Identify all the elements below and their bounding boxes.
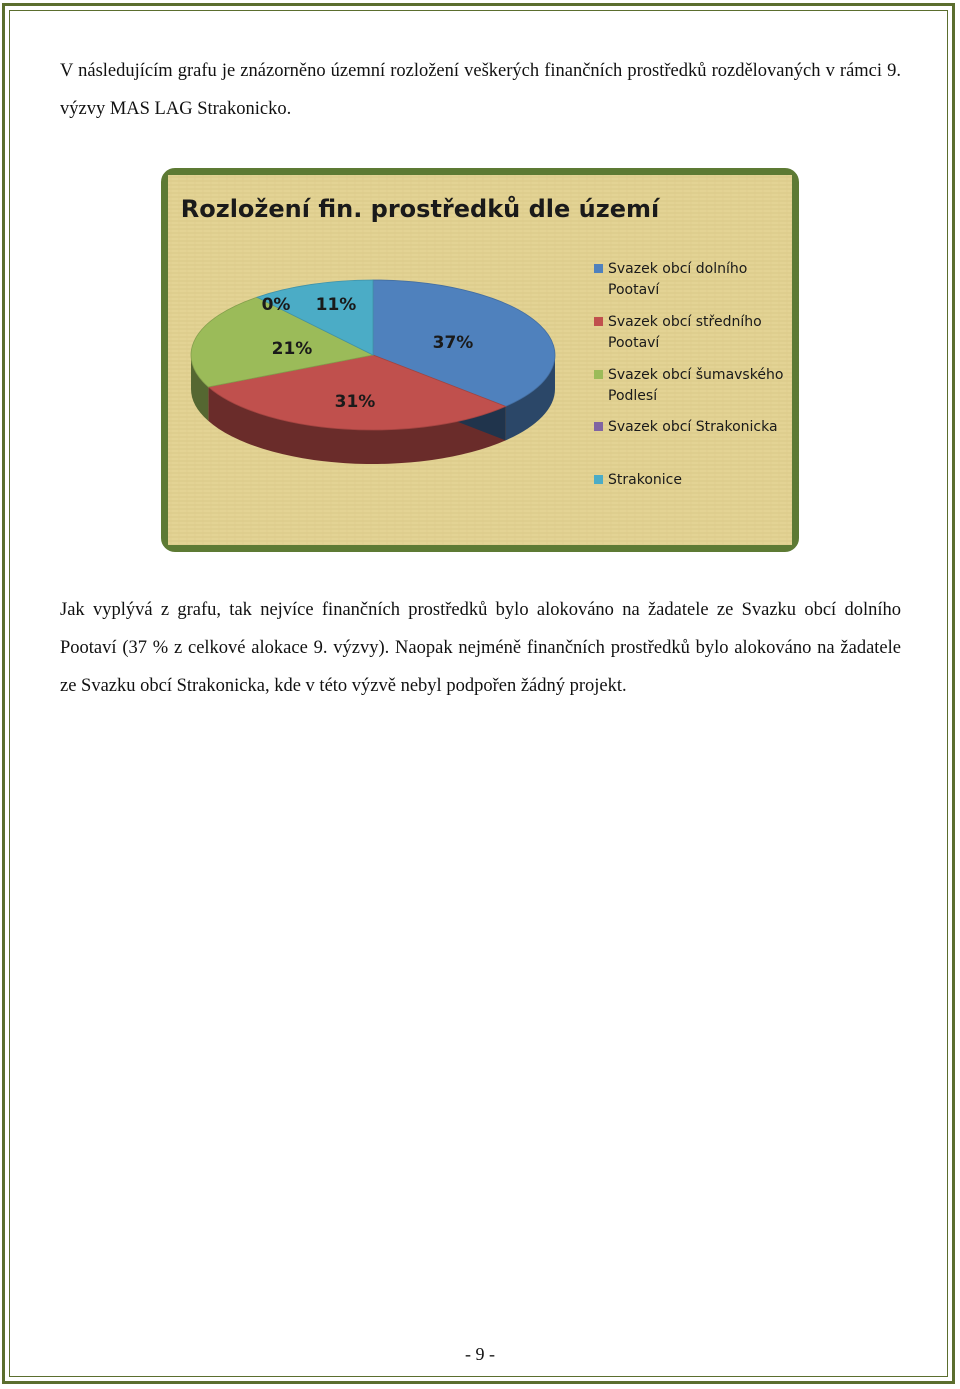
page-number: - 9 - bbox=[465, 1344, 495, 1364]
legend-swatch bbox=[594, 370, 603, 379]
data-label: 21% bbox=[271, 339, 313, 359]
legend-entry: Svazek obcí Strakonicka bbox=[608, 419, 778, 435]
data-label: 31% bbox=[334, 392, 376, 412]
legend-swatch bbox=[594, 317, 603, 326]
pie-chart-canvas bbox=[168, 175, 792, 545]
legend-swatch bbox=[594, 264, 603, 273]
pie-chart bbox=[161, 168, 799, 552]
legend-swatch bbox=[594, 475, 603, 484]
data-label: 0% bbox=[261, 295, 291, 315]
legend-entry: Svazek obcí dolního Pootaví bbox=[608, 261, 748, 298]
legend-entry: Svazek obcí šumavského Podlesí bbox=[608, 367, 784, 404]
legend-swatch bbox=[594, 422, 603, 431]
conclusion-paragraph: Jak vyplývá z grafu, tak nejvíce finančních prostředků bylo alokováno na žadatele ze Svazku obcí dolního Pootaví (37 % z celkové alokace 9. výzvy). Naopak nejméně finančních prostředků bylo alokováno na žadatele ze Svazku obcí Strakonicka, kde v této výzvě nebyl podpořen žádný projekt. bbox=[60, 600, 901, 696]
data-label: 11% bbox=[315, 295, 357, 315]
intro-paragraph: V následujícím grafu je znázorněno územní rozložení veškerých finančních prostředků rozdělovaných v rámci 9. výzvy MAS LAG Strakonicko. bbox=[60, 61, 901, 119]
chart-title: Rozložení fin. prostředků dle území bbox=[180, 195, 660, 223]
data-label: 37% bbox=[432, 333, 474, 353]
legend-entry: Svazek obcí středního Pootaví bbox=[608, 314, 762, 351]
legend-entry: Strakonice bbox=[608, 472, 682, 488]
